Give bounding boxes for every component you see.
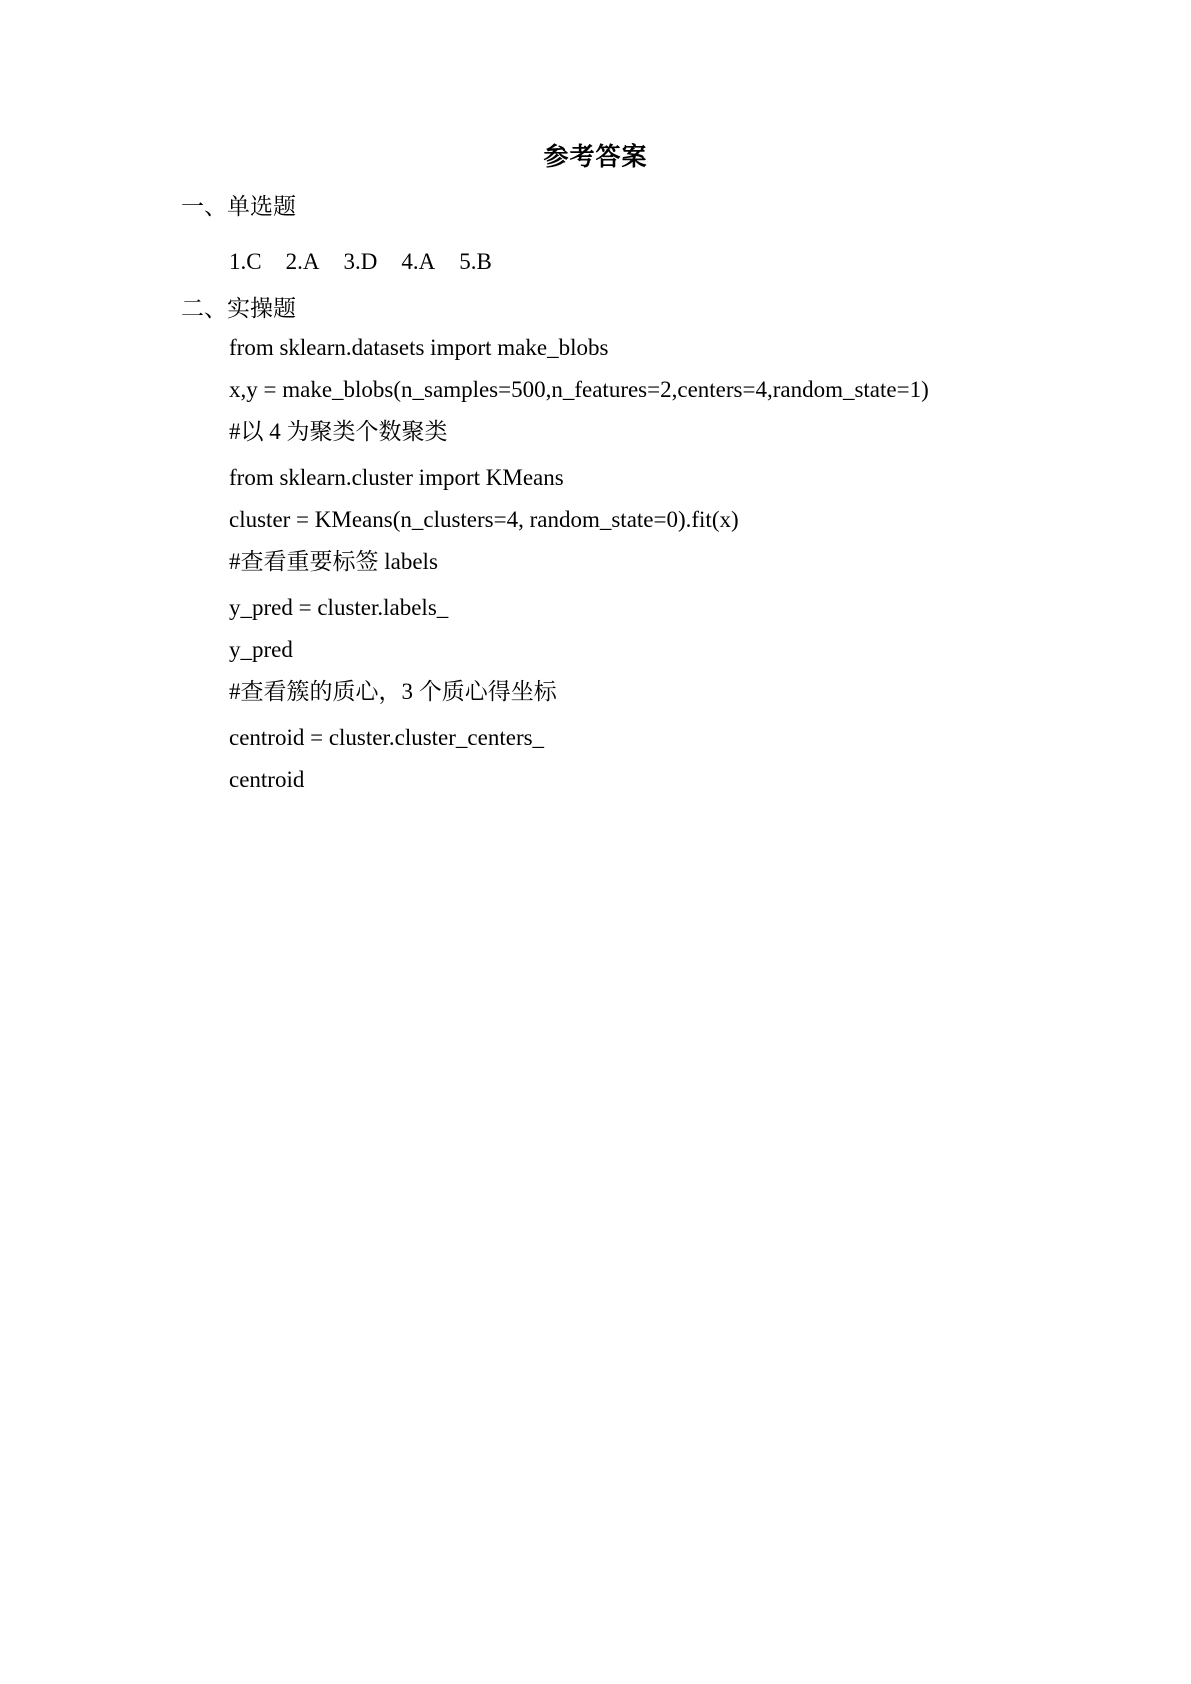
- comment-line: #查看重要标签 labels: [229, 549, 438, 574]
- comment-line: #查看簇的质心，3 个质心得坐标: [229, 679, 557, 704]
- code-line: centroid = cluster.cluster_centers_: [229, 725, 545, 750]
- code-line: centroid: [229, 767, 305, 792]
- code-line: cluster = KMeans(n_clusters=4, random_state=0).fit(x): [229, 507, 739, 532]
- code-line: from sklearn.datasets import make_blobs: [229, 335, 609, 360]
- code-line: x,y = make_blobs(n_samples=500,n_features=2,centers=4,random_state=1): [229, 377, 929, 402]
- answer-item: 1.C: [229, 249, 262, 274]
- code-line: y_pred = cluster.labels_: [229, 595, 449, 620]
- answer-item: 2.A: [285, 249, 320, 274]
- answer-item: 4.A: [401, 249, 436, 274]
- answer-item: 5.B: [459, 249, 492, 274]
- code-line: from sklearn.cluster import KMeans: [229, 465, 564, 490]
- answer-item: 3.D: [343, 249, 378, 274]
- comment-line: #以 4 为聚类个数聚类: [229, 419, 448, 444]
- code-line: y_pred: [229, 637, 293, 662]
- answer-list: [229, 247, 516, 277]
- page-title: 参考答案: [543, 144, 648, 171]
- section-heading-practical: 二、实操题: [181, 296, 296, 321]
- section-heading-single-choice: 一、单选题: [181, 194, 296, 219]
